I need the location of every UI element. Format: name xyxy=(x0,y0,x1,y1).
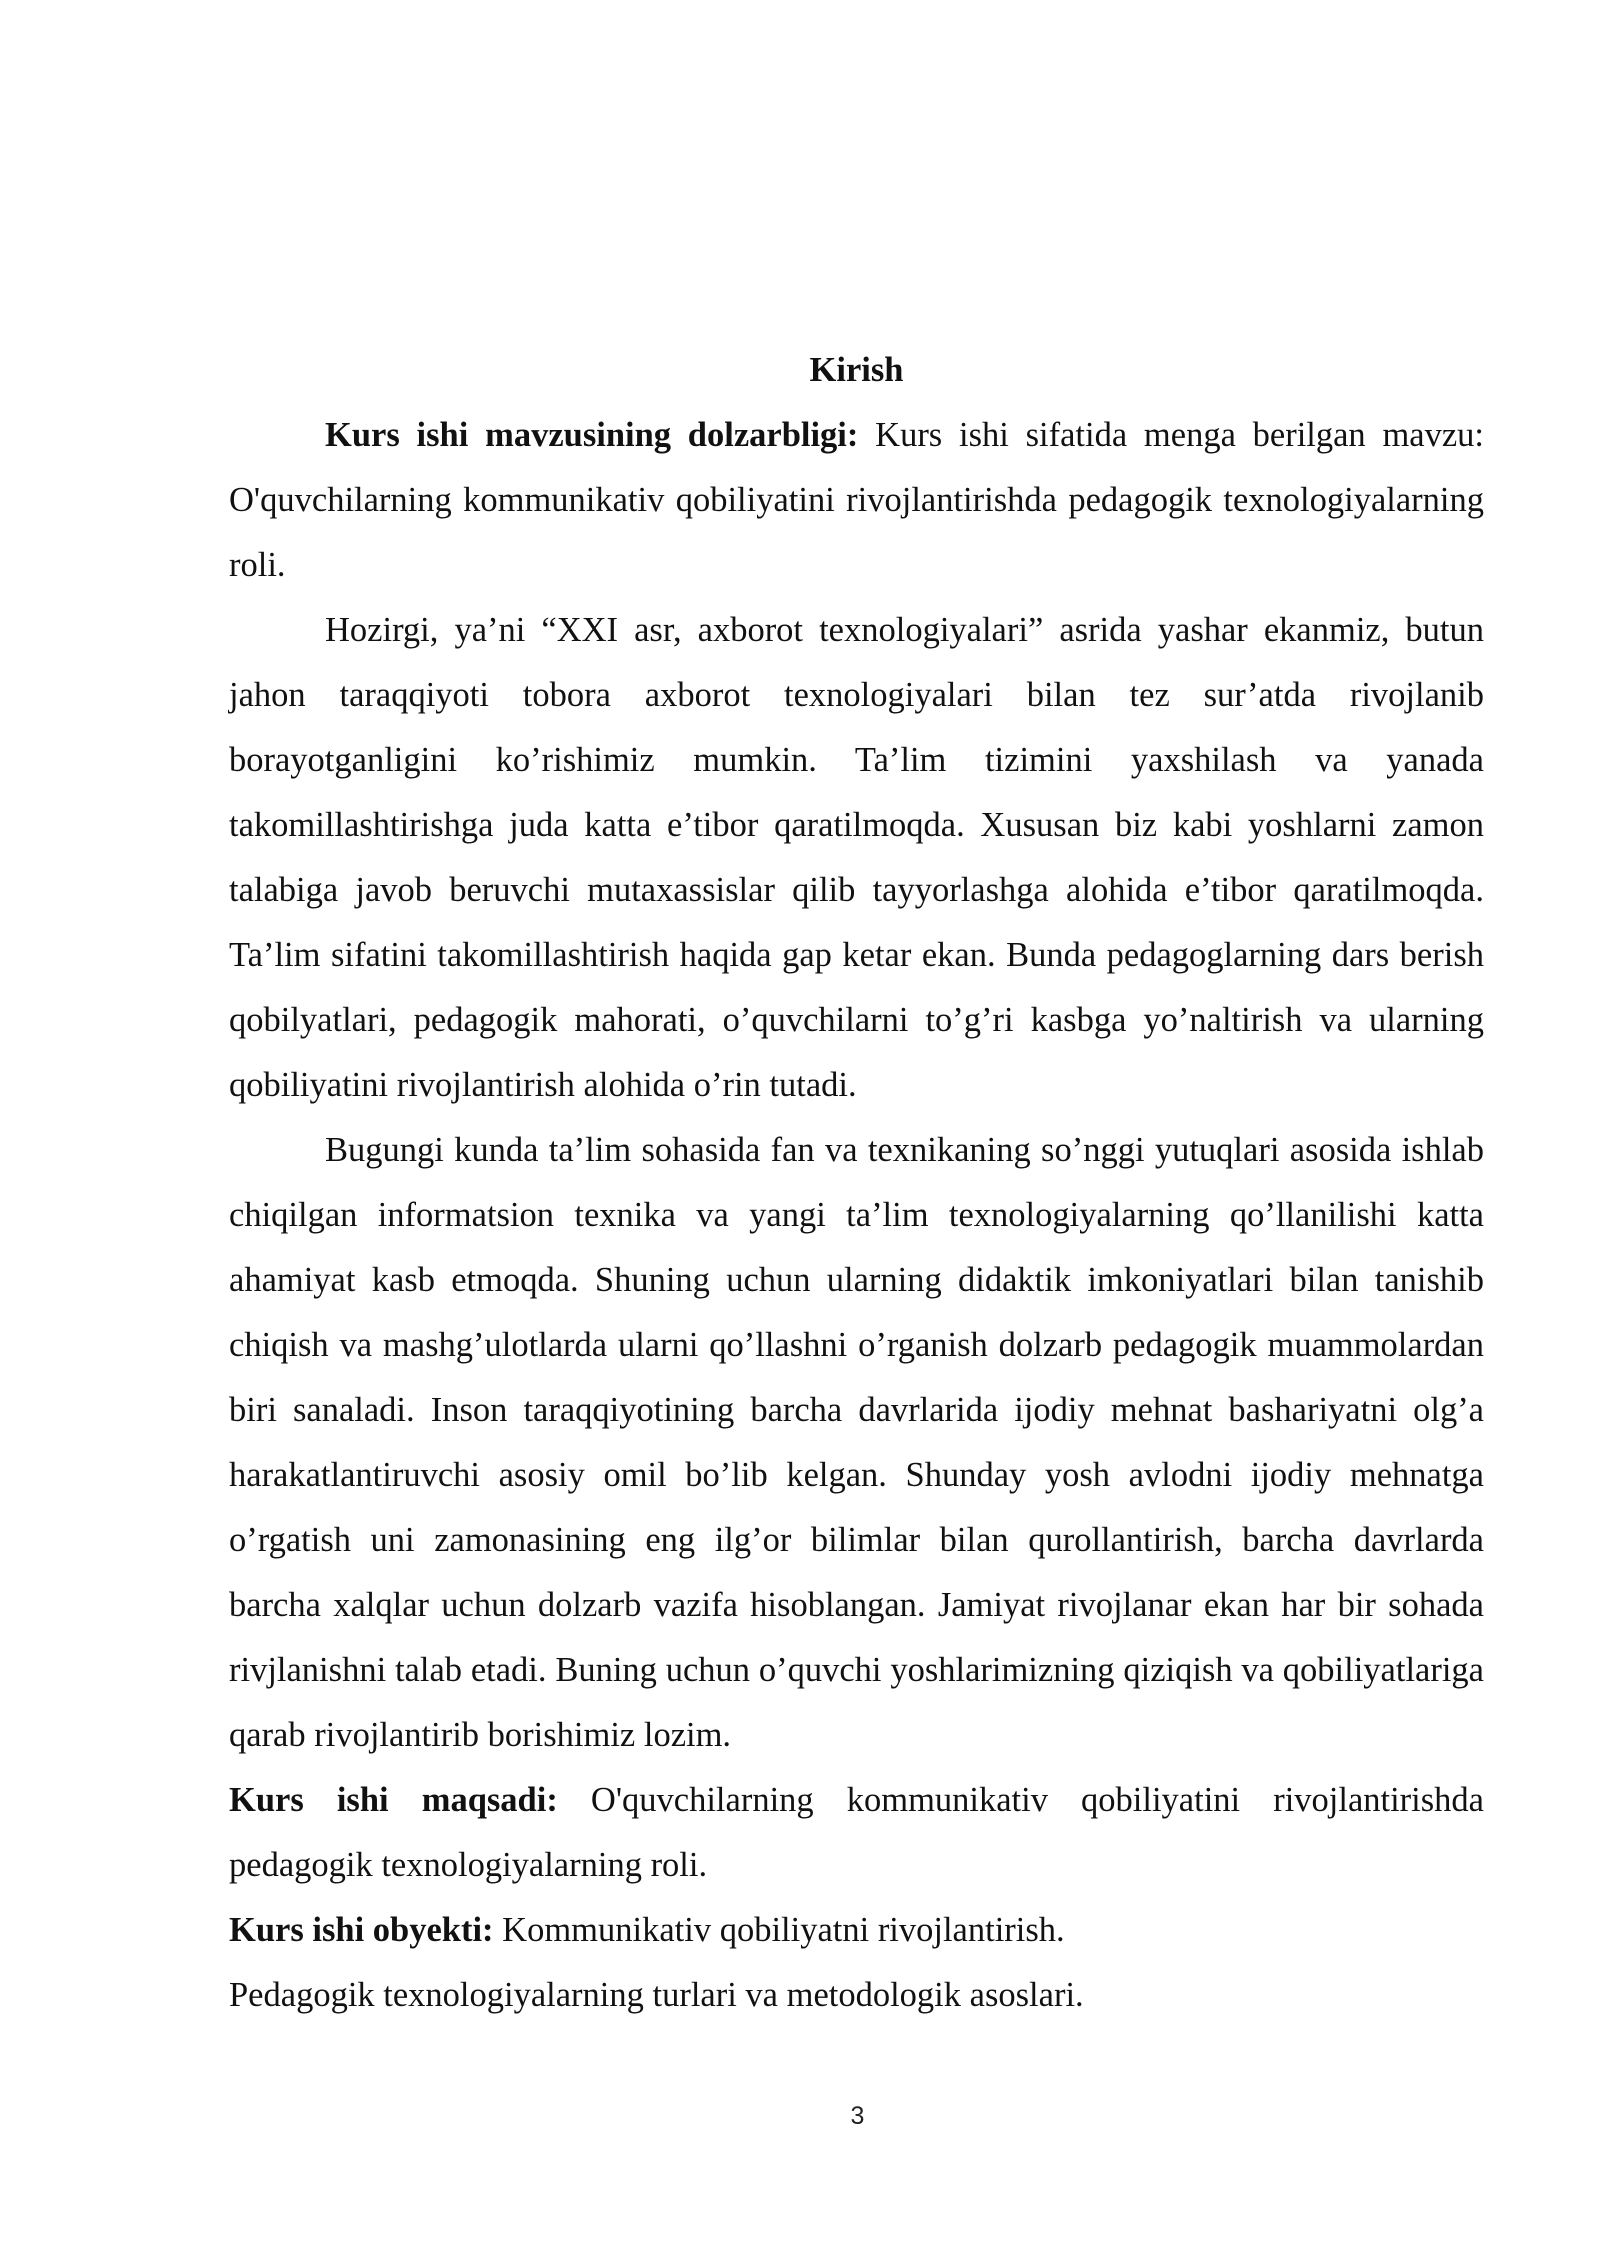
section-heading: Kirish xyxy=(809,351,904,389)
relevance-text: Kurs ishi sifatida menga berilgan mavzu: O'quvchilarning kommunikativ qobiliyatini rivojlantirishda pedagogik texnologiyalarning roli. xyxy=(229,416,1484,584)
goal-paragraph xyxy=(229,1768,1484,1898)
goal-text: O'quvchilarning kommunikativ qobiliyatini rivojlantirishda pedagogik texnologiyalarning roli. xyxy=(229,1781,1484,1884)
body-paragraph-1: Hozirgi, ya’ni “XXI asr, axborot texnologiyalari” asrida yashar ekanmiz, butun jahon taraqqiyoti tobora axborot texnologiyalari bilan tez sur’atda rivojlanib borayotganligini ko’rishimiz mumkin. Ta’lim tizimini yaxshilash va yanada takomillashtirishga juda katta e’tibor qaratilmoqda. Xususan biz kabi yoshlarni zamon talabiga javob beruvchi mutaxassislar qilib tayyorlashga alohida e’tibor qaratilmoqda. Ta’lim sifatini takomillashtirish haqida gap ketar ekan. Bunda pedagoglarning dars berish qobilyatlari, pedagogik mahorati, o’quvchilarni to’g’ri kasbga yo’naltirish va ularning qobiliyatini rivojlantirish alohida o’rin tutadi. xyxy=(229,611,1484,1104)
closing-line: Pedagogik texnologiyalarning turlari va metodologik asoslari. xyxy=(229,1976,1084,2014)
body-paragraph-2: Bugungi kunda ta’lim sohasida fan va texnikaning so’nggi yutuqlari asosida ishlab chiqilgan informatsion texnika va yangi ta’lim texnologiyalarning qo’llanilishi katta ahamiyat kasb etmoqda. Shuning uchun ularning didaktik imkoniyatlari bilan tanishib chiqish va mashg’ulotlarda ularni qo’llashni o’rganish dolzarb pedagogik muammolardan biri sanaladi. Inson taraqqiyotining barcha davrlarida ijodiy mehnat bashariyatni olg’a harakatlantiruvchi asosiy omil bo’lib kelgan. Shunday yosh avlodni ijodiy mehnatga o’rgatish uni zamonasining eng ilg’or bilimlar bilan qurollantirish, barcha davrlarda barcha xalqlar uchun dolzarb vazifa hisoblangan. Jamiyat rivojlanar ekan har bir sohada rivjlanishni talab etadi. Buning uchun o’quvchi yoshlarimizning qiziqish va qobiliyatlariga qarab rivojlantirib borishimiz lozim. xyxy=(229,1131,1484,1754)
relevance-label: Kurs ishi mavzusining dolzarbligi: xyxy=(325,416,859,454)
page-number: 3 xyxy=(850,2102,865,2130)
object-paragraph xyxy=(229,1898,1484,1963)
page-content xyxy=(229,338,1484,2028)
object-label: Kurs ishi obyekti: xyxy=(229,1911,494,1949)
object-text: Kommunikativ qobiliyatni rivojlantirish. xyxy=(493,1911,1065,1949)
goal-label: Kurs ishi maqsadi: xyxy=(229,1781,558,1819)
relevance-paragraph xyxy=(229,403,1484,598)
